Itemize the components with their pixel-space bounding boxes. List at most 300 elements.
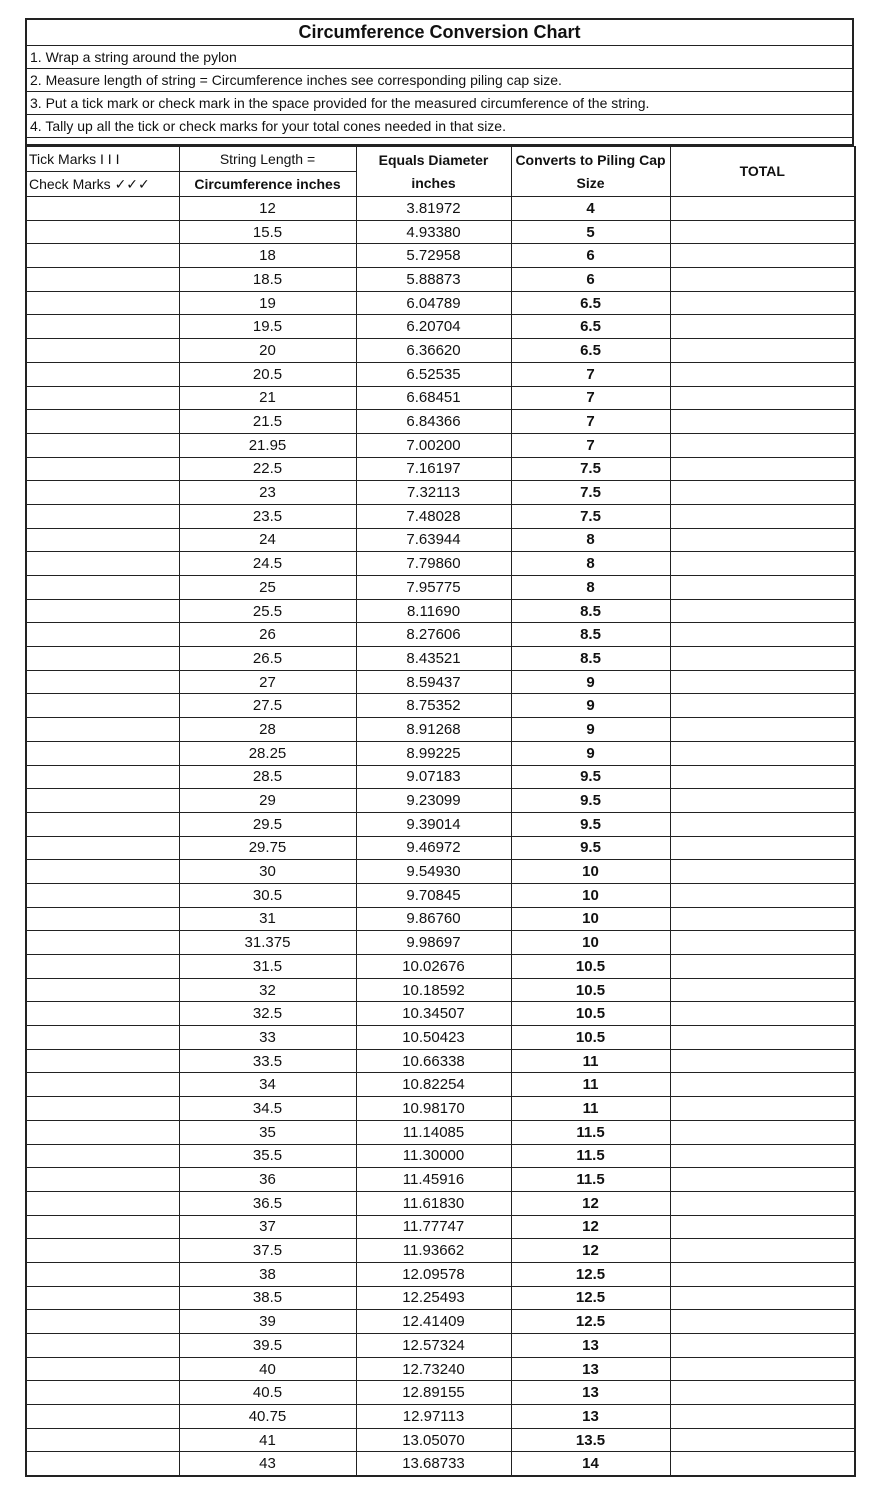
total-cell[interactable] (670, 1286, 855, 1310)
diameter-cell: 9.98697 (356, 931, 511, 955)
table-row (26, 883, 855, 907)
cap-size-cell: 9.5 (511, 812, 670, 836)
tally-cell[interactable] (26, 694, 179, 718)
cap-size-cell: 12.5 (511, 1310, 670, 1334)
table-row (26, 457, 855, 481)
cap-size-cell: 8.5 (511, 647, 670, 671)
tally-cell[interactable] (26, 268, 179, 292)
tally-cell[interactable] (26, 931, 179, 955)
diameter-cell: 11.61830 (356, 1191, 511, 1215)
table-row (26, 410, 855, 434)
circumference-cell: 20 (179, 339, 356, 363)
tally-cell[interactable] (26, 1168, 179, 1192)
tally-cell[interactable] (26, 291, 179, 315)
table-row (26, 789, 855, 813)
table-row (26, 765, 855, 789)
table-row (26, 978, 855, 1002)
tally-cell[interactable] (26, 1191, 179, 1215)
cap-size-cell: 6 (511, 268, 670, 292)
total-cell[interactable] (670, 410, 855, 434)
table-row (26, 386, 855, 410)
tally-cell[interactable] (26, 1097, 179, 1121)
table-row (26, 860, 855, 884)
diameter-cell: 6.84366 (356, 410, 511, 434)
diameter-cell: 11.93662 (356, 1239, 511, 1263)
circumference-cell: 38.5 (179, 1286, 356, 1310)
table-row (26, 1262, 855, 1286)
table-row (26, 599, 855, 623)
cap-size-cell: 9 (511, 694, 670, 718)
circumference-cell: 34 (179, 1073, 356, 1097)
circumference-cell: 35 (179, 1120, 356, 1144)
circumference-cell: 36.5 (179, 1191, 356, 1215)
total-cell[interactable] (670, 647, 855, 671)
cap-size-cell: 13.5 (511, 1428, 670, 1452)
circumference-cell: 27.5 (179, 694, 356, 718)
total-cell[interactable] (670, 931, 855, 955)
total-cell[interactable] (670, 220, 855, 244)
tally-cell[interactable] (26, 576, 179, 600)
total-cell[interactable] (670, 362, 855, 386)
cap-size-cell: 12.5 (511, 1262, 670, 1286)
tally-cell[interactable] (26, 1286, 179, 1310)
diameter-cell: 9.70845 (356, 883, 511, 907)
diameter-cell: 10.66338 (356, 1049, 511, 1073)
diameter-cell: 7.79860 (356, 552, 511, 576)
diameter-cell: 11.14085 (356, 1120, 511, 1144)
table-row (26, 694, 855, 718)
total-cell[interactable] (670, 1026, 855, 1050)
cap-size-cell: 13 (511, 1357, 670, 1381)
tally-cell[interactable] (26, 433, 179, 457)
cap-size-cell: 11 (511, 1097, 670, 1121)
tally-cell[interactable] (26, 457, 179, 481)
diameter-cell: 9.86760 (356, 907, 511, 931)
circumference-cell: 34.5 (179, 1097, 356, 1121)
tally-cell[interactable] (26, 339, 179, 363)
cap-size-cell: 11 (511, 1073, 670, 1097)
total-cell[interactable] (670, 978, 855, 1002)
tally-cell[interactable] (26, 883, 179, 907)
diameter-cell: 10.34507 (356, 1002, 511, 1026)
circumference-cell: 27 (179, 670, 356, 694)
total-cell[interactable] (670, 741, 855, 765)
circumference-cell: 40.75 (179, 1405, 356, 1429)
tally-cell[interactable] (26, 978, 179, 1002)
cap-size-cell: 8.5 (511, 599, 670, 623)
tally-cell[interactable] (26, 1073, 179, 1097)
total-cell[interactable] (670, 1144, 855, 1168)
table-row (26, 268, 855, 292)
diameter-cell: 8.99225 (356, 741, 511, 765)
table-row (26, 220, 855, 244)
total-cell[interactable] (670, 528, 855, 552)
circumference-cell: 24.5 (179, 552, 356, 576)
instruction-step-2: 2. Measure length of string = Circumference inches see corresponding piling cap size. (25, 69, 854, 92)
circumference-cell: 18.5 (179, 268, 356, 292)
total-cell[interactable] (670, 599, 855, 623)
total-cell[interactable] (670, 1097, 855, 1121)
tally-cell[interactable] (26, 1357, 179, 1381)
table-row (26, 244, 855, 268)
cap-size-cell: 8 (511, 552, 670, 576)
cap-size-cell: 7 (511, 433, 670, 457)
cap-size-cell: 7.5 (511, 457, 670, 481)
circumference-cell: 25 (179, 576, 356, 600)
tally-cell[interactable] (26, 528, 179, 552)
table-row (26, 1191, 855, 1215)
cap-size-cell: 11 (511, 1049, 670, 1073)
circumference-cell: 30.5 (179, 883, 356, 907)
diameter-cell: 10.50423 (356, 1026, 511, 1050)
tally-cell[interactable] (26, 1405, 179, 1429)
total-cell[interactable] (670, 457, 855, 481)
cap-size-cell: 9 (511, 718, 670, 742)
tally-cell[interactable] (26, 836, 179, 860)
circumference-cell: 23 (179, 481, 356, 505)
diameter-cell: 9.07183 (356, 765, 511, 789)
circumference-cell: 35.5 (179, 1144, 356, 1168)
diameter-cell: 4.93380 (356, 220, 511, 244)
total-cell[interactable] (670, 1215, 855, 1239)
cap-size-cell: 13 (511, 1381, 670, 1405)
total-cell[interactable] (670, 1049, 855, 1073)
tally-cell[interactable] (26, 599, 179, 623)
cap-size-cell: 12 (511, 1215, 670, 1239)
diameter-cell: 10.82254 (356, 1073, 511, 1097)
table-row (26, 291, 855, 315)
table-row (26, 339, 855, 363)
diameter-cell: 8.59437 (356, 670, 511, 694)
cap-size-cell: 12 (511, 1191, 670, 1215)
diameter-cell: 9.54930 (356, 860, 511, 884)
cap-size-cell: 10 (511, 907, 670, 931)
total-cell[interactable] (670, 552, 855, 576)
table-row (26, 552, 855, 576)
cap-size-cell: 9 (511, 670, 670, 694)
table-row (26, 1428, 855, 1452)
tally-cell[interactable] (26, 362, 179, 386)
diameter-cell: 8.43521 (356, 647, 511, 671)
header-row (26, 147, 855, 172)
total-header: TOTAL (670, 147, 855, 197)
tally-cell[interactable] (26, 386, 179, 410)
table-row (26, 955, 855, 979)
total-cell[interactable] (670, 1428, 855, 1452)
circumference-cell: 21.5 (179, 410, 356, 434)
total-cell[interactable] (670, 504, 855, 528)
tally-cell[interactable] (26, 647, 179, 671)
table-row (26, 1049, 855, 1073)
tally-cell[interactable] (26, 789, 179, 813)
total-cell[interactable] (670, 860, 855, 884)
diameter-cell: 8.27606 (356, 623, 511, 647)
total-cell[interactable] (670, 576, 855, 600)
total-cell[interactable] (670, 1191, 855, 1215)
table-row (26, 1215, 855, 1239)
tick-marks-header: Tick Marks I I I (26, 147, 179, 172)
tally-cell[interactable] (26, 955, 179, 979)
cap-size-cell: 7 (511, 410, 670, 434)
total-cell[interactable] (670, 339, 855, 363)
tally-cell[interactable] (26, 670, 179, 694)
table-row (26, 1357, 855, 1381)
diameter-cell: 12.57324 (356, 1334, 511, 1358)
circumference-cell: 22.5 (179, 457, 356, 481)
circumference-cell: 37.5 (179, 1239, 356, 1263)
string-length-header: String Length = (179, 147, 356, 172)
circumference-cell: 29 (179, 789, 356, 813)
total-cell[interactable] (670, 883, 855, 907)
table-row (26, 1120, 855, 1144)
diameter-cell: 7.16197 (356, 457, 511, 481)
cap-size-cell: 6.5 (511, 291, 670, 315)
page-title: Circumference Conversion Chart (25, 18, 854, 46)
tally-cell[interactable] (26, 765, 179, 789)
diameter-cell: 9.46972 (356, 836, 511, 860)
circumference-cell: 39 (179, 1310, 356, 1334)
circumference-cell: 33.5 (179, 1049, 356, 1073)
total-cell[interactable] (670, 1452, 855, 1476)
circumference-cell: 19.5 (179, 315, 356, 339)
diameter-cell: 9.39014 (356, 812, 511, 836)
cap-size-cell: 10.5 (511, 1002, 670, 1026)
diameter-cell: 10.18592 (356, 978, 511, 1002)
table-row (26, 197, 855, 221)
tally-cell[interactable] (26, 1310, 179, 1334)
table-row (26, 1334, 855, 1358)
diameter-header: Equals Diameter inches (356, 147, 511, 197)
circumference-cell: 26 (179, 623, 356, 647)
circumference-cell: 29.75 (179, 836, 356, 860)
table-row (26, 315, 855, 339)
diameter-cell: 7.95775 (356, 576, 511, 600)
circumference-cell: 31 (179, 907, 356, 931)
diameter-cell: 7.48028 (356, 504, 511, 528)
tally-cell[interactable] (26, 1452, 179, 1476)
diameter-cell: 5.88873 (356, 268, 511, 292)
tally-cell[interactable] (26, 718, 179, 742)
cap-size-cell: 8 (511, 528, 670, 552)
cap-size-cell: 6 (511, 244, 670, 268)
diameter-cell: 6.36620 (356, 339, 511, 363)
cap-size-cell: 4 (511, 197, 670, 221)
total-cell[interactable] (670, 789, 855, 813)
tally-cell[interactable] (26, 220, 179, 244)
section-divider (25, 138, 854, 146)
cap-size-cell: 6.5 (511, 339, 670, 363)
circumference-cell: 40.5 (179, 1381, 356, 1405)
circumference-cell: 29.5 (179, 812, 356, 836)
circumference-cell: 33 (179, 1026, 356, 1050)
total-cell[interactable] (670, 812, 855, 836)
total-cell[interactable] (670, 1310, 855, 1334)
table-row (26, 528, 855, 552)
tally-cell[interactable] (26, 244, 179, 268)
total-cell[interactable] (670, 291, 855, 315)
cap-size-cell: 10.5 (511, 1026, 670, 1050)
cap-size-header: Converts to Piling Cap Size (511, 147, 670, 197)
tally-cell[interactable] (26, 504, 179, 528)
total-cell[interactable] (670, 718, 855, 742)
diameter-cell: 7.32113 (356, 481, 511, 505)
tally-cell[interactable] (26, 315, 179, 339)
table-row (26, 362, 855, 386)
cap-size-cell: 11.5 (511, 1120, 670, 1144)
table-row (26, 1286, 855, 1310)
total-cell[interactable] (670, 315, 855, 339)
tally-cell[interactable] (26, 1026, 179, 1050)
circumference-cell: 18 (179, 244, 356, 268)
circumference-header: Circumference inches (179, 172, 356, 197)
total-cell[interactable] (670, 1073, 855, 1097)
circumference-cell: 38 (179, 1262, 356, 1286)
tally-cell[interactable] (26, 812, 179, 836)
conversion-table (25, 146, 856, 1477)
total-cell[interactable] (670, 197, 855, 221)
total-cell[interactable] (670, 907, 855, 931)
total-cell[interactable] (670, 1381, 855, 1405)
table-row (26, 1026, 855, 1050)
diameter-cell: 12.89155 (356, 1381, 511, 1405)
tally-cell[interactable] (26, 1381, 179, 1405)
cap-size-cell: 9.5 (511, 765, 670, 789)
total-cell[interactable] (670, 1334, 855, 1358)
tally-cell[interactable] (26, 1428, 179, 1452)
circumference-cell: 21 (179, 386, 356, 410)
tally-cell[interactable] (26, 1002, 179, 1026)
diameter-cell: 6.20704 (356, 315, 511, 339)
tally-cell[interactable] (26, 552, 179, 576)
diameter-cell: 12.25493 (356, 1286, 511, 1310)
cap-size-cell: 5 (511, 220, 670, 244)
circumference-cell: 31.375 (179, 931, 356, 955)
table-row (26, 433, 855, 457)
cap-size-cell: 13 (511, 1334, 670, 1358)
cap-size-cell: 10 (511, 931, 670, 955)
table-body (26, 197, 855, 1477)
tally-cell[interactable] (26, 1215, 179, 1239)
table-row (26, 670, 855, 694)
tally-cell[interactable] (26, 1049, 179, 1073)
cap-size-cell: 7 (511, 386, 670, 410)
total-cell[interactable] (670, 1002, 855, 1026)
diameter-cell: 12.41409 (356, 1310, 511, 1334)
circumference-cell: 36 (179, 1168, 356, 1192)
total-cell[interactable] (670, 1357, 855, 1381)
circumference-cell: 28.25 (179, 741, 356, 765)
circumference-cell: 41 (179, 1428, 356, 1452)
diameter-cell: 8.11690 (356, 599, 511, 623)
tally-cell[interactable] (26, 1262, 179, 1286)
total-cell[interactable] (670, 836, 855, 860)
table-row (26, 481, 855, 505)
diameter-cell: 8.75352 (356, 694, 511, 718)
circumference-cell: 31.5 (179, 955, 356, 979)
table-row (26, 576, 855, 600)
circumference-cell: 25.5 (179, 599, 356, 623)
total-cell[interactable] (670, 386, 855, 410)
tally-cell[interactable] (26, 1144, 179, 1168)
diameter-cell: 12.73240 (356, 1357, 511, 1381)
tally-cell[interactable] (26, 623, 179, 647)
instruction-step-3: 3. Put a tick mark or check mark in the space provided for the measured circumference of the string. (25, 92, 854, 115)
total-cell[interactable] (670, 268, 855, 292)
tally-cell[interactable] (26, 1334, 179, 1358)
table-row (26, 1381, 855, 1405)
total-cell[interactable] (670, 694, 855, 718)
cap-size-cell: 10.5 (511, 955, 670, 979)
circumference-cell: 40 (179, 1357, 356, 1381)
total-cell[interactable] (670, 1405, 855, 1429)
total-cell[interactable] (670, 955, 855, 979)
table-row (26, 1168, 855, 1192)
diameter-cell: 5.72958 (356, 244, 511, 268)
diameter-cell: 7.00200 (356, 433, 511, 457)
total-cell[interactable] (670, 623, 855, 647)
table-row (26, 647, 855, 671)
tally-cell[interactable] (26, 410, 179, 434)
table-row (26, 907, 855, 931)
circumference-cell: 28 (179, 718, 356, 742)
instruction-step-4: 4. Tally up all the tick or check marks for your total cones needed in that size. (25, 115, 854, 138)
circumference-cell: 37 (179, 1215, 356, 1239)
total-cell[interactable] (670, 244, 855, 268)
diameter-cell: 11.77747 (356, 1215, 511, 1239)
circumference-cell: 32.5 (179, 1002, 356, 1026)
tally-cell[interactable] (26, 481, 179, 505)
tally-cell[interactable] (26, 197, 179, 221)
circumference-cell: 24 (179, 528, 356, 552)
diameter-cell: 6.04789 (356, 291, 511, 315)
circumference-cell: 26.5 (179, 647, 356, 671)
cap-size-cell: 10 (511, 860, 670, 884)
total-cell[interactable] (670, 1239, 855, 1263)
diameter-cell: 11.30000 (356, 1144, 511, 1168)
cap-size-cell: 12 (511, 1239, 670, 1263)
table-row (26, 836, 855, 860)
tally-cell[interactable] (26, 1239, 179, 1263)
cap-size-cell: 11.5 (511, 1144, 670, 1168)
circumference-cell: 32 (179, 978, 356, 1002)
circumference-cell: 23.5 (179, 504, 356, 528)
total-cell[interactable] (670, 670, 855, 694)
total-cell[interactable] (670, 1262, 855, 1286)
diameter-cell: 12.09578 (356, 1262, 511, 1286)
circumference-cell: 30 (179, 860, 356, 884)
total-cell[interactable] (670, 765, 855, 789)
circumference-cell: 12 (179, 197, 356, 221)
cap-size-cell: 14 (511, 1452, 670, 1476)
table-row (26, 718, 855, 742)
diameter-cell: 10.02676 (356, 955, 511, 979)
tally-cell[interactable] (26, 860, 179, 884)
table-row (26, 812, 855, 836)
tally-cell[interactable] (26, 907, 179, 931)
tally-cell[interactable] (26, 741, 179, 765)
tally-cell[interactable] (26, 1120, 179, 1144)
table-row (26, 931, 855, 955)
total-cell[interactable] (670, 481, 855, 505)
cap-size-cell: 6.5 (511, 315, 670, 339)
total-cell[interactable] (670, 1120, 855, 1144)
diameter-cell: 8.91268 (356, 718, 511, 742)
total-cell[interactable] (670, 1168, 855, 1192)
circumference-cell: 20.5 (179, 362, 356, 386)
circumference-cell: 19 (179, 291, 356, 315)
total-cell[interactable] (670, 433, 855, 457)
conversion-chart-sheet (25, 18, 854, 1477)
